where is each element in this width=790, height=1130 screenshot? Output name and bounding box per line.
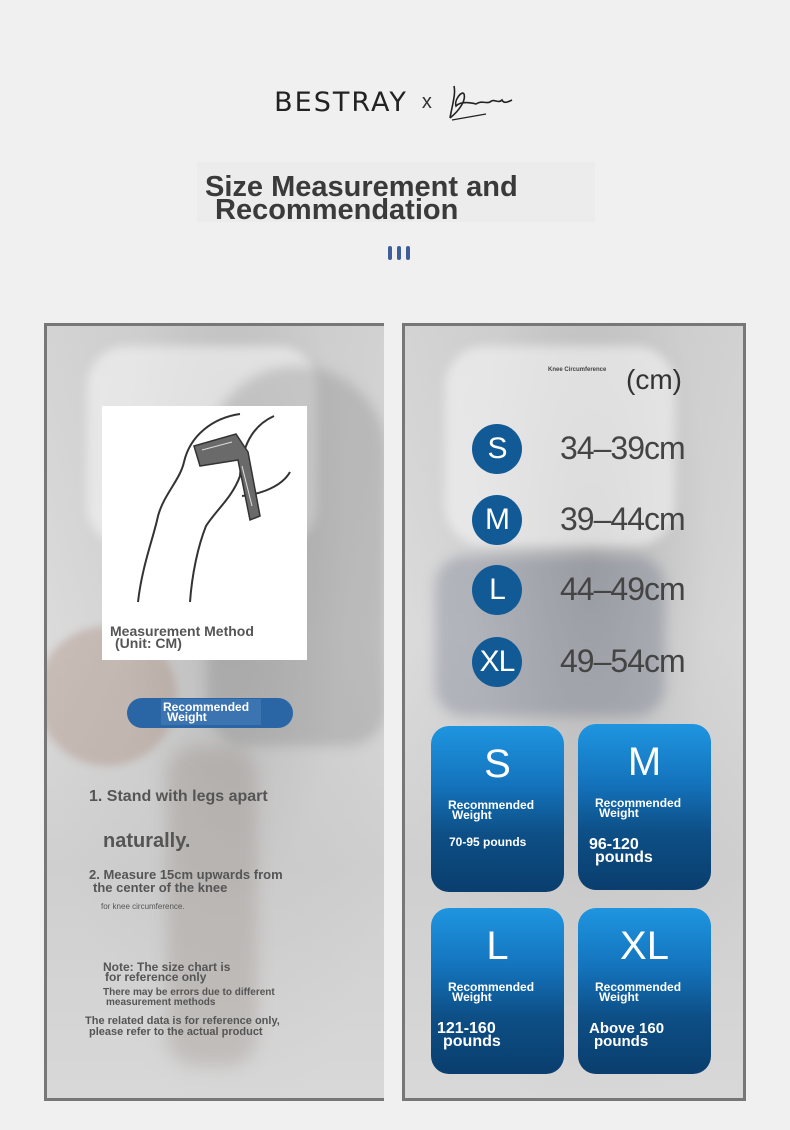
size-range: 49–54cm xyxy=(560,643,685,679)
size-range: 39–44cm xyxy=(560,501,685,537)
weight-card-heading xyxy=(448,982,534,1002)
weight-text: Weight xyxy=(599,806,639,820)
size-row-xl xyxy=(472,637,742,687)
title-line-1: Size Measurement and xyxy=(205,171,518,203)
weight-card-size: XL xyxy=(620,924,669,968)
step-2-text xyxy=(89,868,283,894)
size-row-m xyxy=(472,495,742,545)
weight-value-line-1: 121-160 xyxy=(437,1020,496,1037)
recommended-text: Recommended xyxy=(595,980,682,994)
pill-line-2: Weight xyxy=(167,710,207,724)
note-1-line-1: Note: The size chart is xyxy=(103,960,231,974)
note-size-chart xyxy=(103,962,230,982)
knee-measuring-tape-icon xyxy=(102,406,307,616)
weight-card-size: M xyxy=(627,740,662,784)
measurement-panel xyxy=(44,323,384,1101)
title-divider-bars xyxy=(388,246,410,260)
measurement-unit-text: (Unit: CM) xyxy=(115,635,182,651)
unit-label: (cm) xyxy=(626,364,682,395)
note-3-line-2: please refer to the actual product xyxy=(89,1026,263,1038)
divider-bar xyxy=(406,246,410,260)
knee-circumference-label: Knee Circumference xyxy=(548,367,607,373)
weight-text: Weight xyxy=(452,808,492,822)
recommended-text: Recommended xyxy=(595,796,682,810)
weight-card-xl xyxy=(578,908,711,1074)
note-2-line-1: There may be errors due to different xyxy=(103,987,275,998)
recommended-text: Recommended xyxy=(448,980,535,994)
size-row-l xyxy=(472,565,742,615)
size-badge: L xyxy=(472,565,522,615)
weight-card-value: 70-95 pounds xyxy=(449,835,527,849)
weight-value-line-1: 96-120 xyxy=(589,836,639,853)
brand-header xyxy=(0,72,790,132)
brand-logo-text: BESTRAY xyxy=(274,86,408,118)
size-range: 44–49cm xyxy=(560,571,685,607)
weight-card-m xyxy=(578,724,711,890)
weight-card-heading xyxy=(595,982,681,1002)
weight-value-line-1: Above 160 xyxy=(589,1020,665,1037)
size-chart-panel xyxy=(402,323,746,1101)
weight-value-line-2: pounds xyxy=(594,1033,649,1050)
weight-card-size: S xyxy=(484,742,511,786)
size-row-s xyxy=(472,424,742,474)
size-range: 34–39cm xyxy=(560,430,685,466)
recommended-text: Recommended xyxy=(448,798,535,812)
step-1-text: 1. Stand with legs apart xyxy=(89,788,268,805)
divider-bar xyxy=(397,246,401,260)
weight-card-value xyxy=(589,838,653,864)
weight-value-line-2: pounds xyxy=(595,849,653,866)
weight-card-l xyxy=(431,908,564,1074)
size-badge: XL xyxy=(472,637,522,687)
note-measurement-errors xyxy=(103,988,275,1008)
pill-line-1: Recommended xyxy=(163,700,250,714)
pill-text xyxy=(163,702,249,722)
weight-card-size: L xyxy=(486,924,509,968)
weight-text: Weight xyxy=(452,990,492,1004)
weight-card-value xyxy=(589,1022,664,1048)
divider-bar xyxy=(388,246,392,260)
weight-card-s xyxy=(431,726,564,892)
measurement-method-text: Measurement Method xyxy=(110,623,254,639)
note-1-line-2: for reference only xyxy=(105,970,207,984)
note-3-line-1: The related data is for reference only, xyxy=(85,1015,280,1027)
signature-logo-icon xyxy=(446,80,516,124)
measurement-illustration-card xyxy=(102,406,307,660)
recommended-weight-pill xyxy=(127,698,293,728)
weight-text: Weight xyxy=(599,990,639,1004)
step-2-caption: for knee circumference. xyxy=(101,902,185,911)
page-title xyxy=(205,171,625,226)
weight-card-value xyxy=(437,1022,501,1048)
step-2-line-1: 2. Measure 15cm upwards from xyxy=(89,867,283,882)
weight-value-line-2: pounds xyxy=(443,1033,501,1050)
measurement-method-label xyxy=(110,625,254,649)
title-line-2: Recommendation xyxy=(215,194,459,226)
brand-separator: x xyxy=(421,90,432,113)
step-2-line-2: the center of the knee xyxy=(93,880,228,895)
size-badge: M xyxy=(472,495,522,545)
size-badge: S xyxy=(472,424,522,474)
weight-card-heading xyxy=(595,798,681,818)
note-reference-only xyxy=(85,1016,280,1038)
note-2-line-2: measurement methods xyxy=(106,997,216,1008)
weight-card-heading xyxy=(448,800,534,820)
step-1-continuation: naturally. xyxy=(103,830,191,852)
